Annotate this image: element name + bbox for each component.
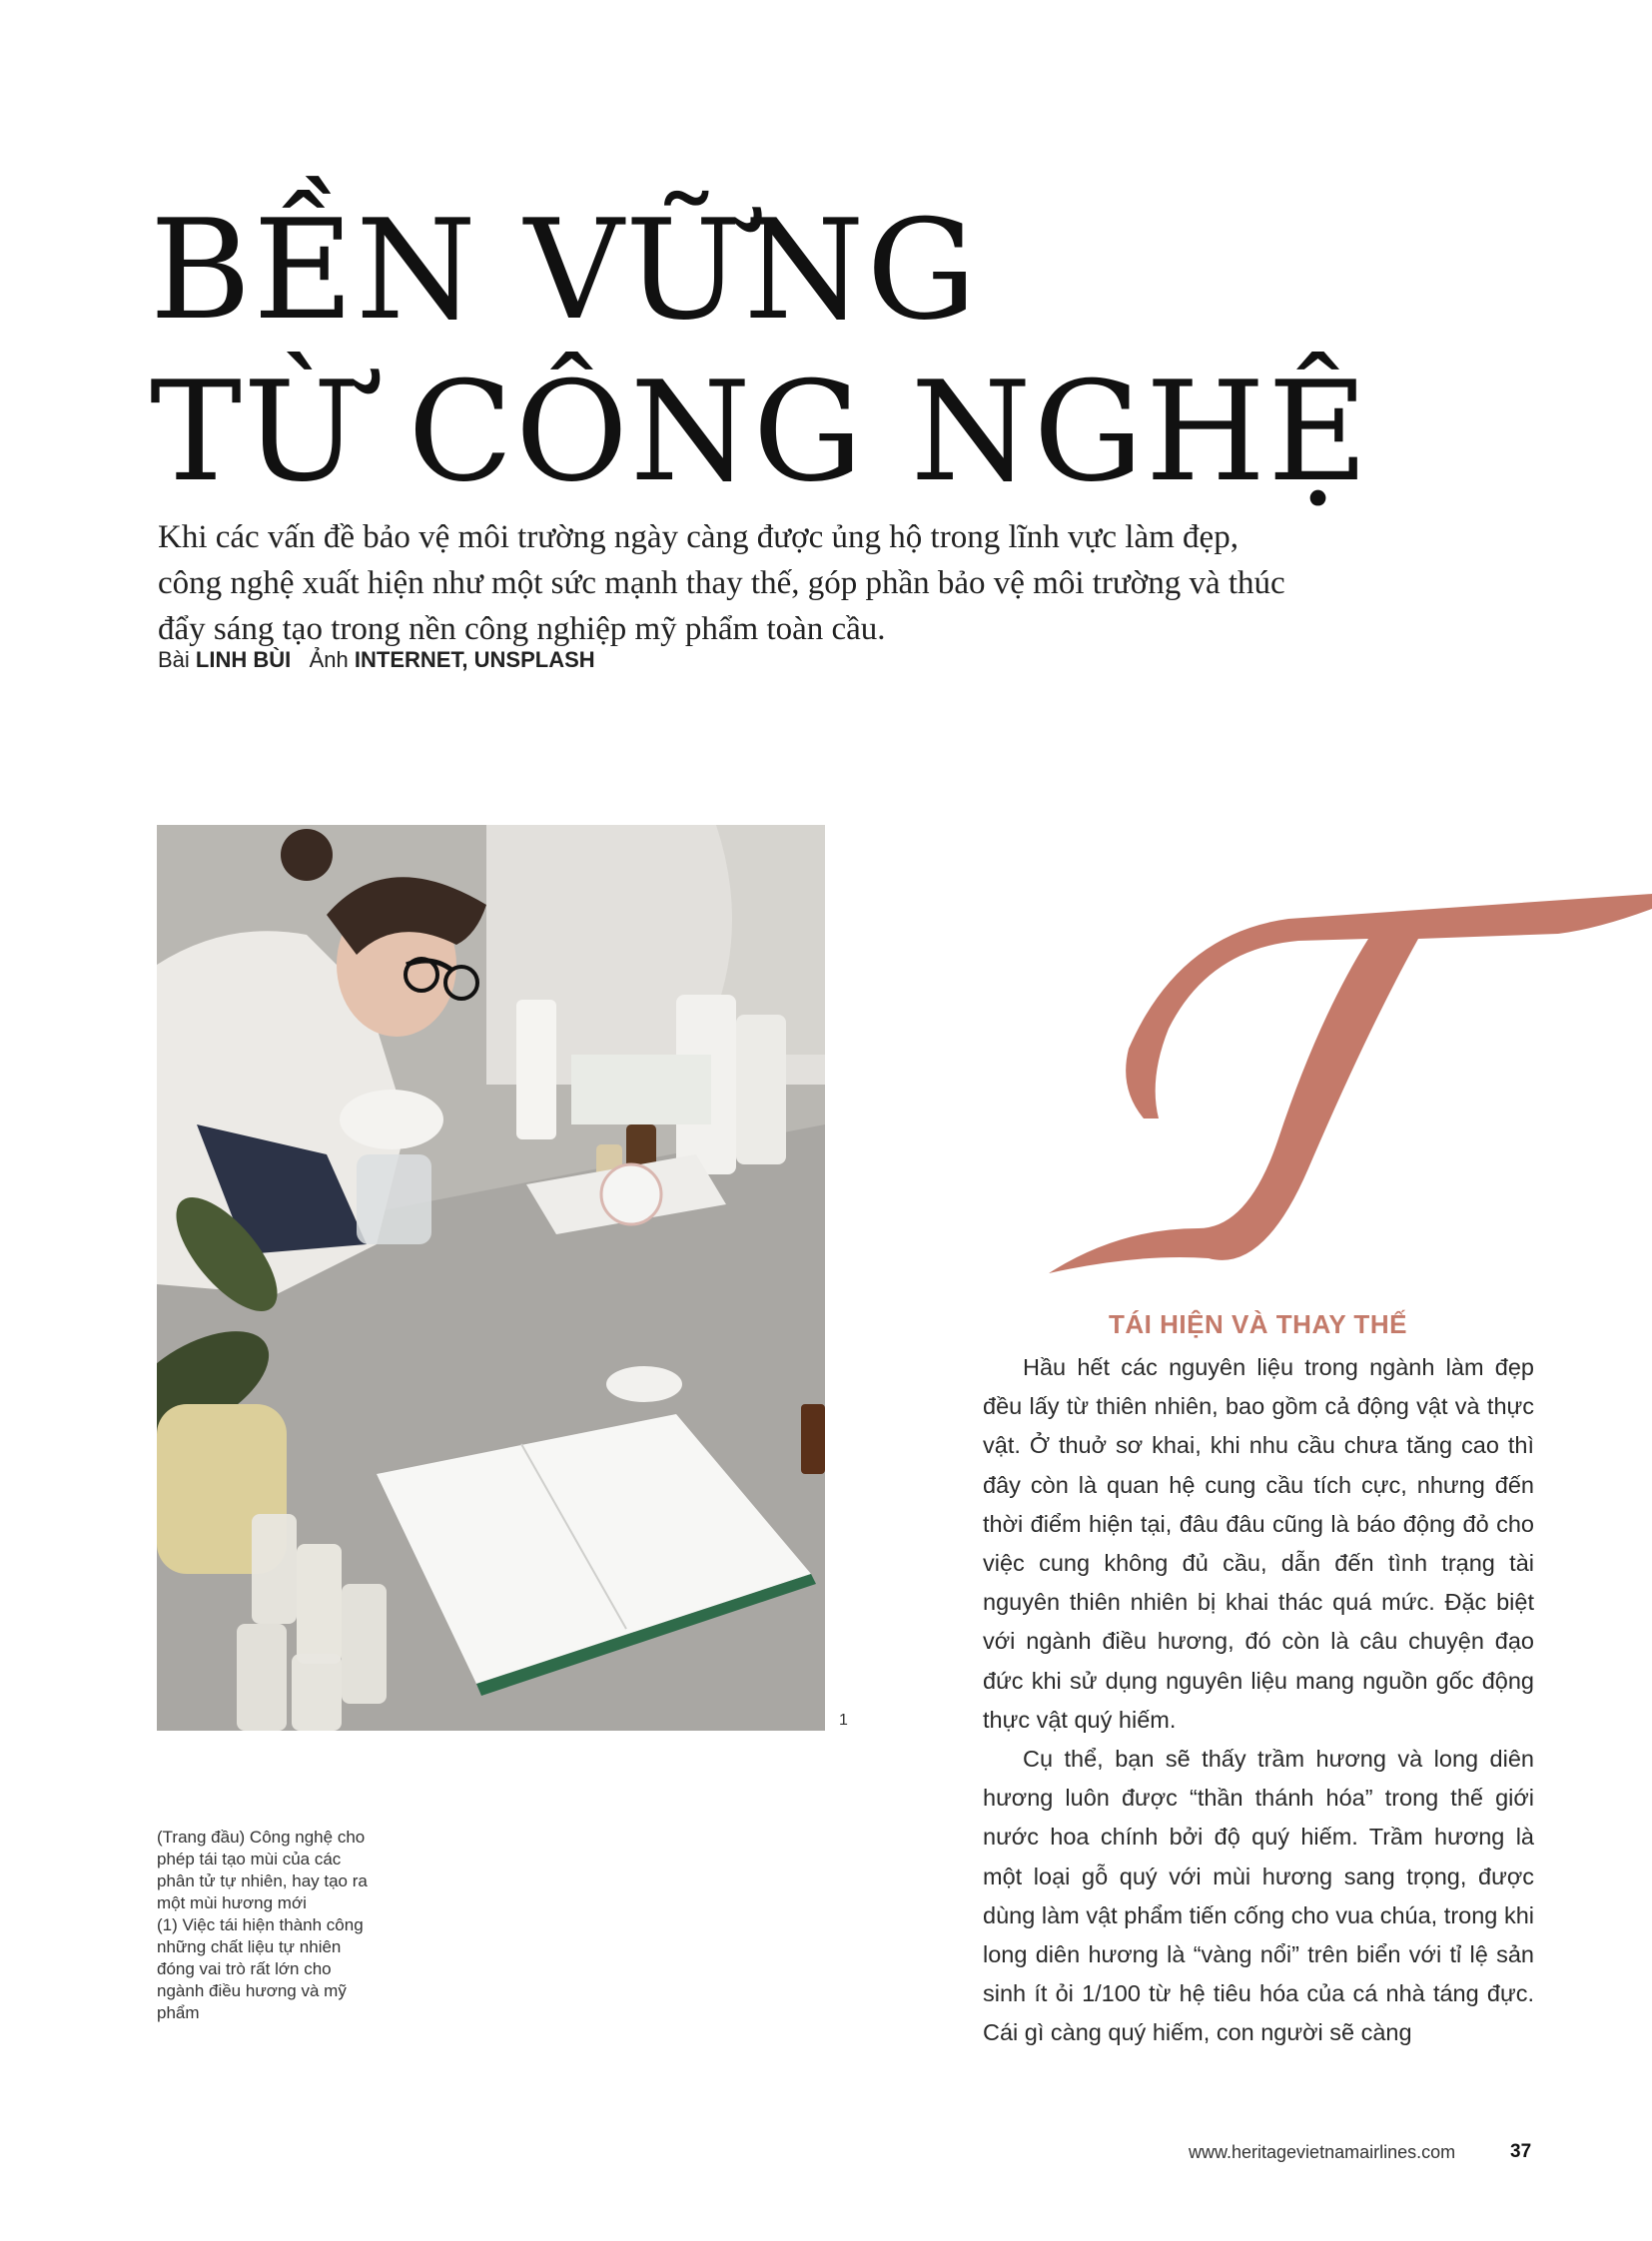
body-paragraph-2: Cụ thể, bạn sẽ thấy trầm hương và long diên hương luôn được “thần thánh hóa” trong thế giới nước hoa chính bởi độ quý hiếm. Trầm hương là một loại gỗ quý với mùi hương sang trọng, được dùng làm vật phẩm tiến cống cho vua chúa, trong khi long diên hương là “vàng nổi” trên biển với tỉ lệ sản sinh ít ỏi 1/100 từ hệ tiêu hóa của cá nhà táng đực. Cái gì càng quý hiếm, con người sẽ càng [983, 1746, 1534, 2046]
title-line-1: BỀN VỮNG [150, 190, 979, 351]
caption-line-2: (1) Việc tái hiện thành công những chất liệu tự nhiên đóng vai trò rất lớn cho ngành điều hương và mỹ phẩm [157, 1915, 364, 2022]
author-name: LINH BÙI [195, 647, 292, 672]
page-number: 37 [1510, 2141, 1532, 2162]
lab-photo [157, 825, 825, 1731]
photo-number: 1 [839, 1712, 848, 1729]
photo-caption [157, 1827, 377, 2024]
footer-url: www.heritagevietnamairlines.com [1189, 2142, 1456, 2162]
caption-line-1: (Trang đầu) Công nghệ cho phép tái tạo mùi của các phân tử tự nhiên, hay tạo ra một mùi hương mới [157, 1828, 368, 1912]
author-label: Bài [158, 647, 190, 672]
article-body [983, 1348, 1534, 2053]
body-paragraph-1: Hầu hết các nguyên liệu trong ngành làm đẹp đều lấy từ thiên nhiên, bao gồm cả động vật và thực vật. Ở thuở sơ khai, khi nhu cầu chưa tăng cao thì đây còn là quan hệ cung cầu tích cực, nhưng đến thời điểm hiện tại, đâu đâu cũng là báo động đỏ cho việc cung không đủ cầu, dẫn đến tình trạng tài nguyên thiên nhiên bị khai thác quá mức. Đặc biệt với ngành điều hương, đó còn là câu chuyện đạo đức khi sử dụng nguyên liệu mang nguồn gốc động thực vật quý hiếm. [983, 1354, 1534, 1733]
dropcap-letter [1039, 879, 1652, 1278]
article-title [150, 190, 1370, 513]
article-lead: Khi các vấn đề bảo vệ môi trường ngày càng được ủng hộ trong lĩnh vực làm đẹp, công nghệ xuất hiện như một sức mạnh thay thế, góp phần bảo vệ môi trường và thúc đẩy sáng tạo trong nền công nghiệp mỹ phẩm toàn cầu. [158, 519, 1285, 647]
lab-photo-illustration [157, 825, 825, 1731]
photo-credit-label: Ảnh [309, 647, 349, 672]
byline [158, 647, 595, 673]
section-heading: TÁI HIỆN VÀ THAY THẾ [1109, 1309, 1407, 1339]
title-line-2: TỪ CÔNG NGHỆ [150, 352, 1370, 512]
photo-credit: INTERNET, UNSPLASH [354, 647, 595, 672]
